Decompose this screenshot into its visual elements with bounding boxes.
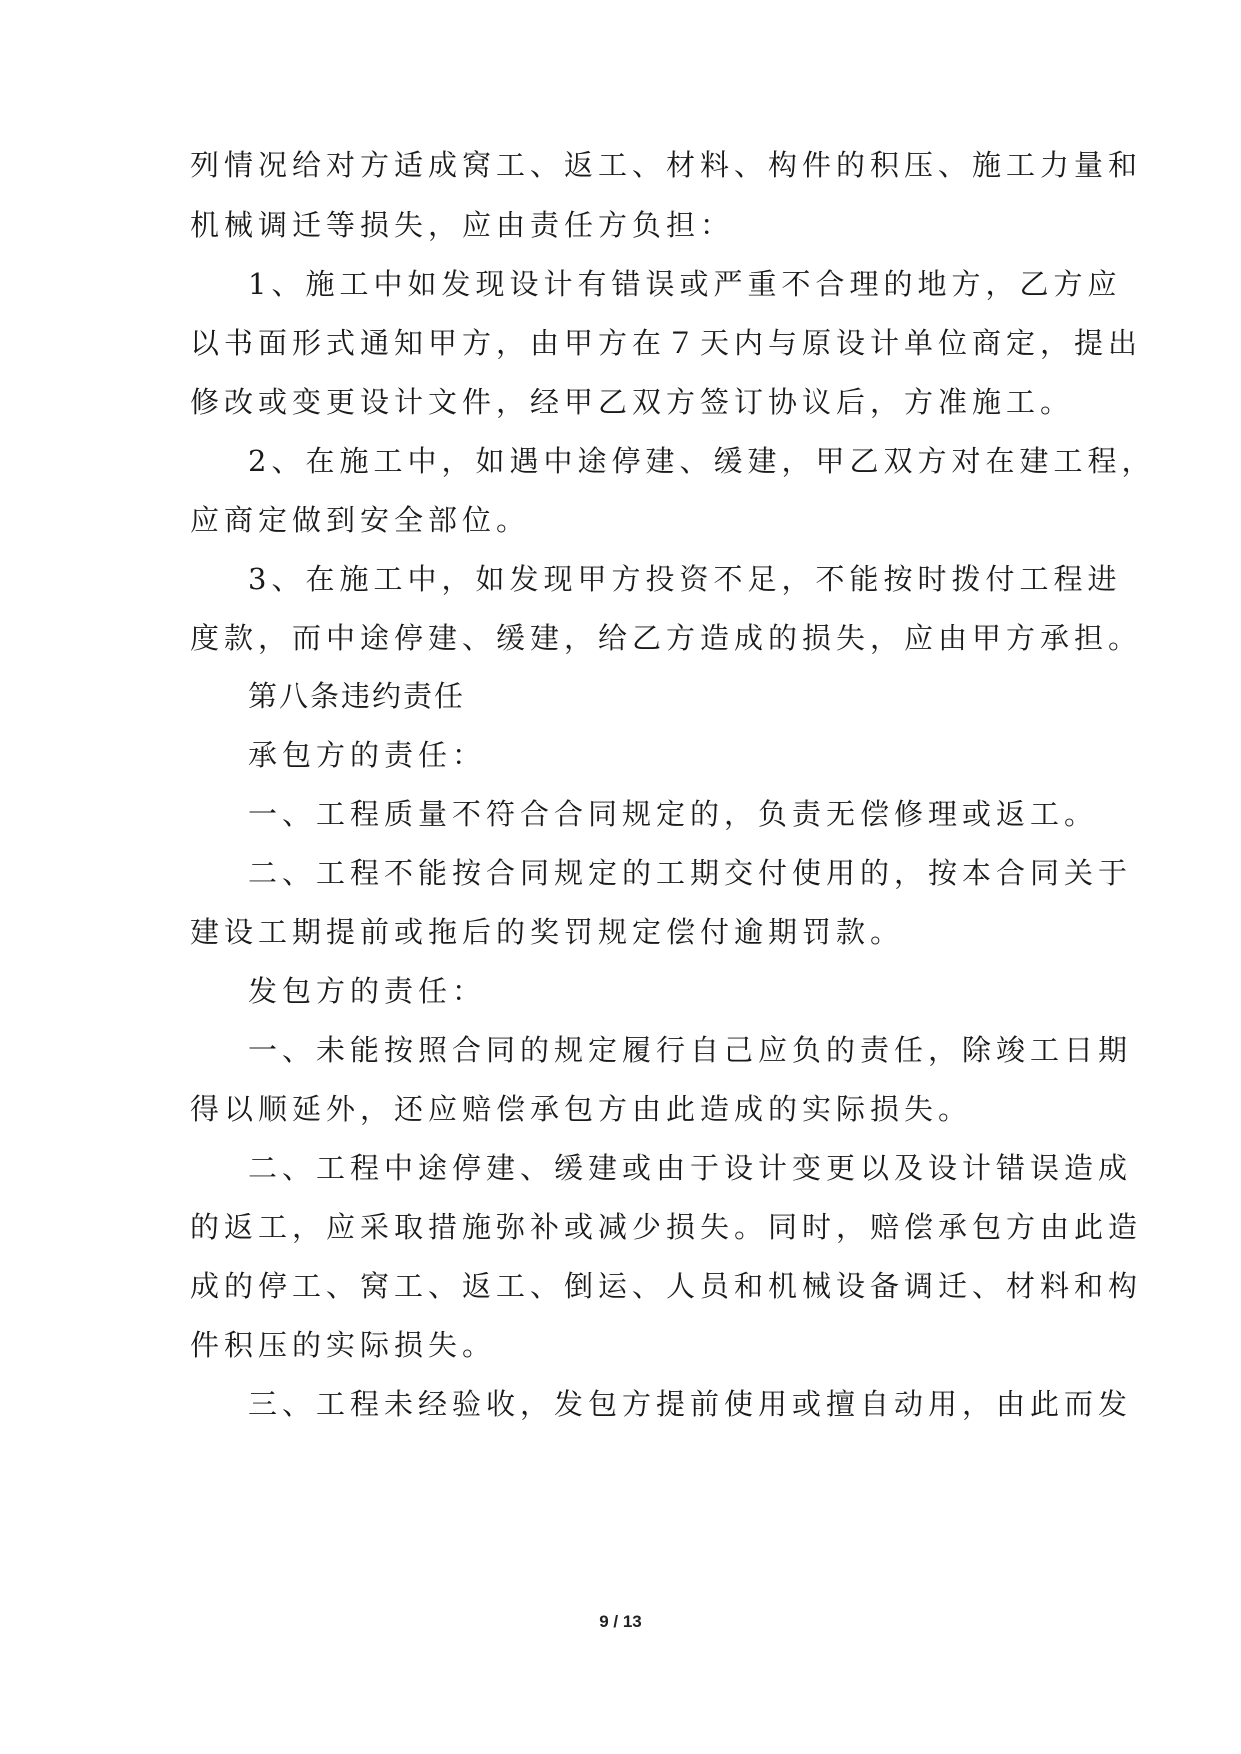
text-line: 3、在施工中，如发现甲方投资不足，不能按时拨付工程进	[248, 562, 1122, 596]
text-line: 成的停工、窝工、返工、倒运、人员和机械设备调迁、材料和构	[190, 1269, 1143, 1303]
subheading-employer: 发包方的责任：	[248, 974, 487, 1008]
text-line: 件积压的实际损失。	[190, 1328, 497, 1362]
text-line: 机械调迁等损失，应由责任方负担：	[190, 208, 735, 242]
text-line: 一、工程质量不符合合同规定的，负责无偿修理或返工。	[248, 797, 1099, 831]
text-line: 的返工，应采取措施弥补或减少损失。同时，赔偿承包方由此造	[190, 1210, 1143, 1244]
text-line: 二、工程不能按合同规定的工期交付使用的，按本合同关于	[248, 856, 1133, 890]
text-line: 以书面形式通知甲方，由甲方在７天内与原设计单位商定，提出	[190, 326, 1143, 360]
section-heading: 第八条违约责任	[248, 679, 466, 713]
text-line: 建设工期提前或拖后的奖罚规定偿付逾期罚款。	[190, 915, 905, 949]
text-line: 修改或变更设计文件，经甲乙双方签订协议后，方准施工。	[190, 385, 1075, 419]
text-line: 得以顺延外，还应赔偿承包方由此造成的实际损失。	[190, 1092, 973, 1126]
text-line: 二、工程中途停建、缓建或由于设计变更以及设计错误造成	[248, 1151, 1133, 1185]
text-line: 应商定做到安全部位。	[190, 503, 531, 537]
text-line: 1、施工中如发现设计有错误或严重不合理的地方，乙方应	[248, 267, 1122, 301]
subheading-contractor: 承包方的责任：	[248, 738, 487, 772]
text-line: 2、在施工中，如遇中途停建、缓建，甲乙双方对在建工程，	[248, 444, 1156, 478]
text-line: 度款，而中途停建、缓建，给乙方造成的损失，应由甲方承担。	[190, 621, 1143, 655]
text-line: 三、工程未经验收，发包方提前使用或擅自动用，由此而发	[248, 1387, 1133, 1421]
text-line: 列情况给对方适成窝工、返工、材料、构件的积压、施工力量和	[190, 148, 1143, 182]
text-line: 一、未能按照合同的规定履行自己应负的责任，除竣工日期	[248, 1033, 1133, 1067]
page-number: 9 / 13	[599, 1612, 642, 1631]
